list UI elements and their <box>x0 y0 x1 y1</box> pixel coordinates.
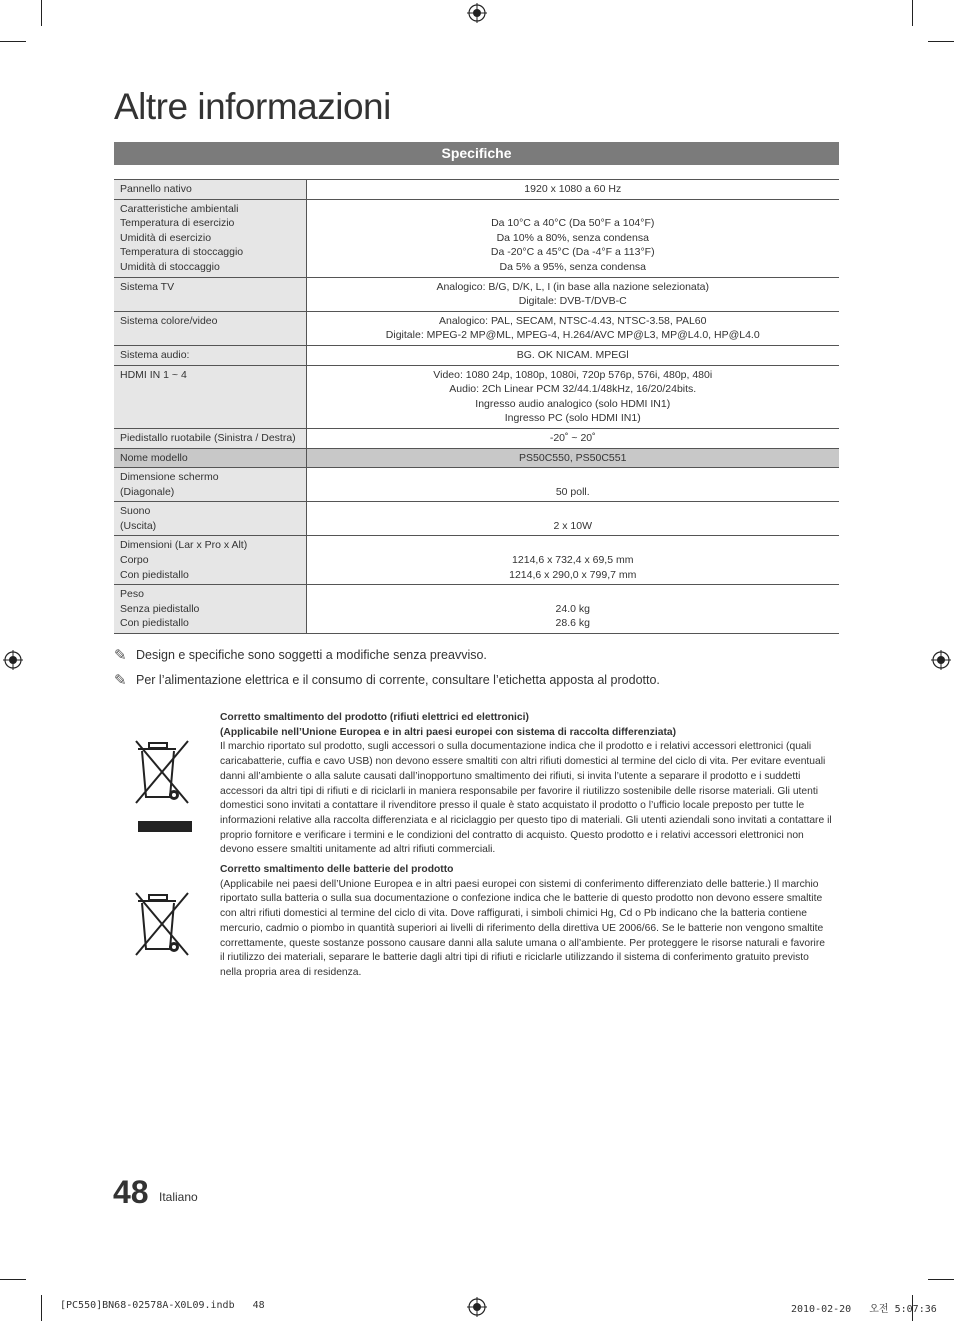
section-title: Specifiche <box>114 142 839 165</box>
disposal-battery-section <box>220 863 832 981</box>
notes <box>114 642 660 692</box>
crop-mark <box>0 41 26 42</box>
spec-value-line: 50 poll. <box>555 485 590 498</box>
spec-value-line: 1920 x 1080 a 60 Hz <box>524 183 622 195</box>
registration-mark-icon <box>931 650 951 670</box>
spec-label-line: Sistema TV <box>120 280 175 293</box>
spec-row <box>114 277 839 311</box>
spec-label <box>114 468 306 502</box>
spec-row <box>114 311 839 345</box>
spec-label-line: Senza piedistallo <box>120 602 200 615</box>
spec-label <box>114 277 306 311</box>
spec-label <box>114 365 306 428</box>
spec-label <box>114 585 306 634</box>
page-title: Altre informazioni <box>114 86 391 127</box>
spec-label-line: Corpo <box>120 554 149 567</box>
pencil-note-icon: ✎ <box>114 671 127 689</box>
registration-mark-icon <box>3 650 23 670</box>
spec-label-line: Sistema colore/video <box>120 314 218 327</box>
spec-label-line: (Uscita) <box>120 519 157 532</box>
crop-mark <box>41 0 42 26</box>
spec-table <box>114 179 839 634</box>
crossed-out-wheelie-bin-icon <box>132 889 192 959</box>
spec-value <box>306 536 839 585</box>
spec-value-line: 28.6 kg <box>555 617 590 630</box>
disposal-body: (Applicabile nei paesi dell’Unione Europea e in altri paesi europei con sistemi di conferimento differenziato delle batterie.) Il marchio riportato sulla batteria o sulla sua documentazione o confezione indica che le batterie di questo prodotto non devono essere smaltite con altri rifiuti domestici al termine del ciclo di vita. Dove raffigurati, i simboli chimici Hg, Cd o Pb indicano che la batteria contiene mercurio, cadmio o piombo in quantità superiori ai livelli di riferimento della direttiva UE 2006/66. Se le batterie non vengono smaltite correttamente, queste sostanze possono causare danni alla salute umana o all’ambiente. Per proteggere le risorse naturali e favorire il riutilizzo dei materiali, separare le batterie dagli altri tipi di rifiuti e riciclarle utilizzando il sistema di conferimento gratuito previsto nella propria area di residenza. <box>220 878 826 978</box>
spec-value-line: Digitale: DVB-T/DVB-C <box>518 295 627 308</box>
registration-mark-icon <box>467 1297 487 1317</box>
spec-label-line: Temperatura di esercizio <box>120 217 235 230</box>
disposal-product-section <box>220 711 832 858</box>
spec-label <box>114 311 306 345</box>
spec-value-line: PS50C550, PS50C551 <box>519 451 627 464</box>
spec-value-line: 24.0 kg <box>555 602 590 615</box>
spec-value-line: Da 10% a 80%, senza condensa <box>496 231 649 244</box>
spec-label <box>114 180 306 200</box>
spec-value-line: -20˚ ~ 20˚ <box>549 431 596 444</box>
spec-row <box>114 536 839 585</box>
spec-value <box>306 345 839 365</box>
spec-label-line: Umidità di stoccaggio <box>120 260 220 273</box>
spec-label-line: Con piedistallo <box>120 568 189 581</box>
spec-value-line: 1214,6 x 290,0 x 799,7 mm <box>509 568 637 581</box>
note-text: Design e specifiche sono soggetti a modifiche senza preavviso. <box>136 647 487 662</box>
spec-value-line: Audio: 2Ch Linear PCM 32/44.1/48kHz, 16/20/24bits. <box>449 383 697 396</box>
spec-row <box>114 180 839 200</box>
crop-mark <box>912 0 913 26</box>
spec-value-line: Analogico: B/G, D/K, L, I (in base alla nazione selezionata) <box>436 280 710 293</box>
language-label: Italiano <box>159 1190 198 1204</box>
crop-mark <box>928 41 954 42</box>
note-item <box>114 642 660 667</box>
spec-label-line: Pannello nativo <box>120 183 192 195</box>
spec-value-line: 1214,6 x 732,4 x 69,5 mm <box>512 554 634 567</box>
spec-label-line: Dimensioni (Lar x Pro x Alt) <box>120 539 248 552</box>
spec-label-line: Nome modello <box>120 451 188 464</box>
crop-mark <box>928 1279 954 1280</box>
spec-label-line: Dimensione schermo <box>120 471 219 484</box>
spec-label-line: Umidità di esercizio <box>120 231 212 244</box>
spec-value-line: Analogico: PAL, SECAM, NTSC-4.43, NTSC-3.58, PAL60 <box>439 314 707 327</box>
spec-row <box>114 345 839 365</box>
spec-value <box>306 199 839 277</box>
spec-value <box>306 277 839 311</box>
spec-label-line: Peso <box>120 588 144 601</box>
crop-mark <box>41 1295 42 1321</box>
spec-label-line: Con piedistallo <box>120 617 189 630</box>
spec-label-line: (Diagonale) <box>120 485 175 498</box>
spec-row <box>114 448 839 468</box>
registration-mark-icon <box>467 3 487 23</box>
spec-row <box>114 585 839 634</box>
spec-value <box>306 180 839 200</box>
spec-value-line: Ingresso audio analogico (solo HDMI IN1) <box>475 397 671 410</box>
spec-value <box>306 311 839 345</box>
spec-value <box>306 448 839 468</box>
note-item <box>114 667 660 692</box>
spec-label-line: Temperatura di stoccaggio <box>120 246 244 259</box>
spec-label-line: Suono <box>120 505 151 518</box>
spec-label-line: Piedistallo ruotabile (Sinistra / Destra) <box>120 431 296 444</box>
spec-label-line: HDMI IN 1 ~ 4 <box>120 368 187 381</box>
spec-value <box>306 585 839 634</box>
spec-row <box>114 199 839 277</box>
spec-label <box>114 345 306 365</box>
file-info: [PC550]BN68-02578A-X0L09.indb 48 <box>60 1300 265 1311</box>
spec-value-line: Video: 1080 24p, 1080p, 1080i, 720p 576p, 576i, 480p, 480i <box>433 368 713 381</box>
spec-row <box>114 428 839 448</box>
spec-value <box>306 428 839 448</box>
spec-label <box>114 199 306 277</box>
spec-label <box>114 536 306 585</box>
crop-mark <box>0 1279 26 1280</box>
disposal-body: Il marchio riportato sul prodotto, sugli accessori o sulla documentazione indica che il prodotto e i relativi accessori elettronici (quali caricabatterie, cuffia e cavo USB) non devono essere smaltiti con altri rifiuti domestici al termine del ciclo di vita. Per evitare eventuali danni all’ambiente o alla salute causati dall’inopportuno smaltimento dei rifiuti, si invita l’utente a separare il prodotto e i suddetti accessori da altri tipi di rifiuti e di riciclarli in maniera responsabile per favorire il riutilizzo sostenibile delle risorse materiali. Gli utenti domestici sono invitati a contattare il rivenditore presso il quale è stato acquistato il prodotto o l’ufficio locale preposto per tutte le informazioni relative alla raccolta differenziata e al riciclaggio per questo tipo di materiali. Gli utenti aziendali sono invitati a contattare il proprio fornitore e verificare i termini e le condizioni del contratto di acquisto. Questo prodotto e i relativi accessori elettronici non devono essere smaltiti unitamente ad altri rifiuti commerciali. <box>220 741 832 856</box>
spec-value-line: Da 10°C a 40°C (Da 50°F a 104°F) <box>491 217 655 230</box>
spec-value-line: 2 x 10W <box>553 519 592 532</box>
spec-row <box>114 502 839 536</box>
spec-label-line: Sistema audio: <box>120 348 190 361</box>
spec-value <box>306 502 839 536</box>
spec-value-line: Digitale: MPEG-2 MP@ML, MPEG-4, H.264/AVC MP@L3, MP@L4.0, HP@L4.0 <box>385 329 760 342</box>
disposal-heading: Corretto smaltimento delle batterie del prodotto <box>220 864 454 875</box>
spec-label <box>114 502 306 536</box>
spec-value <box>306 468 839 502</box>
spec-label <box>114 448 306 468</box>
spec-value-line: Ingresso PC (solo HDMI IN1) <box>504 412 641 425</box>
spec-value-line: Da 5% a 95%, senza condensa <box>499 260 646 273</box>
disposal-subheading: (Applicabile nell’Unione Europea e in altri paesi europei con sistema di raccolta differenziata) <box>220 726 677 738</box>
spec-value-line: Da -20°C a 45°C (Da -4°F a 113°F) <box>490 246 655 259</box>
spec-value-line: BG. OK NICAM. MPEGl <box>516 348 629 361</box>
spec-row <box>114 468 839 502</box>
spec-row <box>114 365 839 428</box>
spec-value <box>306 365 839 428</box>
pencil-note-icon: ✎ <box>114 646 127 664</box>
note-text: Per l’alimentazione elettrica e il consumo di corrente, consultare l’etichetta apposta al prodotto. <box>136 672 660 687</box>
disposal-heading: Corretto smaltimento del prodotto (rifiuti elettrici ed elettronici) <box>220 712 529 723</box>
print-timestamp: 2010-02-20 오전 5:07:36 <box>791 1304 937 1315</box>
crossed-out-wheelie-bin-icon <box>132 737 192 833</box>
page-number: 48 <box>113 1174 149 1210</box>
spec-label <box>114 428 306 448</box>
spec-label-line: Caratteristiche ambientali <box>120 202 239 215</box>
